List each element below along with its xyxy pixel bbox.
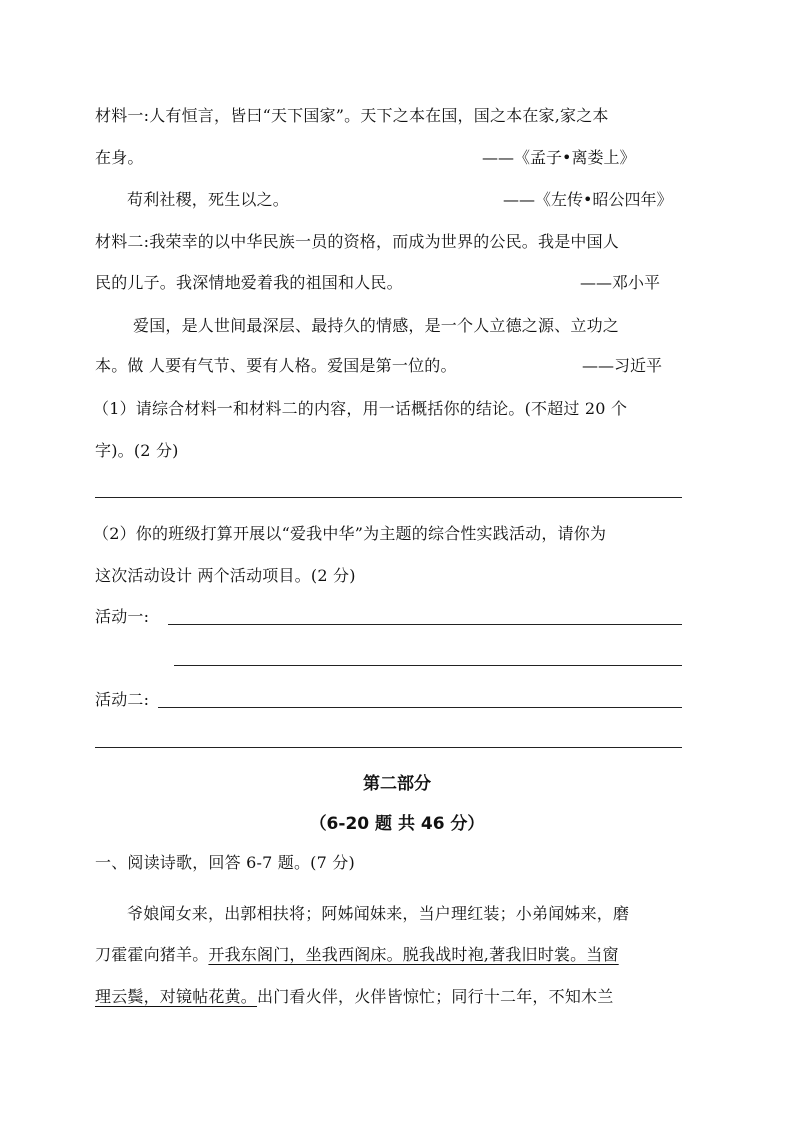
material1-line2: 在身。: [95, 148, 144, 167]
question2-line1: （2）你的班级打算开展以“爱我中华”为主题的综合性实践活动，请你为: [93, 524, 607, 543]
material2-line2: 民的儿子。我深情地爱着我的祖国和人民。: [95, 273, 403, 292]
activity2-answer-line-2[interactable]: [95, 747, 682, 748]
poem-line3-underlined: 理云鬓，对镜帖花黄。: [95, 987, 258, 1006]
poem-line2-plain: 刀霍霍向猪羊。: [95, 945, 209, 964]
activity2-answer-line[interactable]: [158, 707, 682, 708]
material1-source2: ——《左传•昭公四年》: [503, 190, 673, 209]
poem-line2-underlined: 开我东阁门，坐我西阁床。脱我战时袍,著我旧时裳。当窗: [208, 945, 619, 964]
material1-quote2: 苟利社稷，死生以之。: [127, 190, 290, 209]
material2-line4: 本。做 人要有气节、要有人格。爱国是第一位的。: [95, 356, 457, 375]
part2-title: 第二部分: [363, 774, 431, 794]
material1-line1: 材料一:人有恒言，皆曰“天下国家”。天下之本在国，国之本在家,家之本: [95, 106, 609, 125]
material2-line1: 材料二:我荣幸的以中华民族一员的资格，而成为世界的公民。我是中国人: [95, 232, 619, 251]
activity1-answer-line[interactable]: [168, 624, 682, 625]
material1-source1: ——《孟子•离娄上》: [482, 148, 636, 167]
activity1-label: 活动一:: [95, 607, 150, 626]
poem-line2: [95, 945, 619, 965]
section1-heading: 一、阅读诗歌，回答 6-7 题。(7 分): [95, 853, 355, 872]
activity1-answer-line-2[interactable]: [174, 665, 682, 666]
poem-line3: [95, 987, 613, 1007]
answer-line-q1[interactable]: [95, 497, 682, 498]
material2-source2: ——习近平: [582, 356, 663, 375]
material2-line3: 爱国，是人世间最深层、最持久的情感，是一个人立德之源、立功之: [133, 316, 620, 335]
poem-line3-plain: 出门看火伴，火伴皆惊忙；同行十二年，不知木兰: [257, 987, 614, 1006]
part2-subtitle: （6-20 题 共 46 分）: [309, 814, 485, 834]
poem-line1: 爷娘闻女来，出郭相扶将；阿姊闻妹来，当户理红装；小弟闻姊来，磨: [127, 904, 630, 923]
question2-line2: 这次活动设计 两个活动项目。(2 分): [95, 566, 356, 585]
activity2-label: 活动二:: [95, 690, 150, 709]
material2-source1: ——邓小平: [580, 273, 661, 292]
question1-line2: 字)。(2 分): [95, 441, 179, 460]
question1-line1: （1）请综合材料一和材料二的内容，用一话概括你的结论。(不超过 20 个: [93, 399, 628, 418]
